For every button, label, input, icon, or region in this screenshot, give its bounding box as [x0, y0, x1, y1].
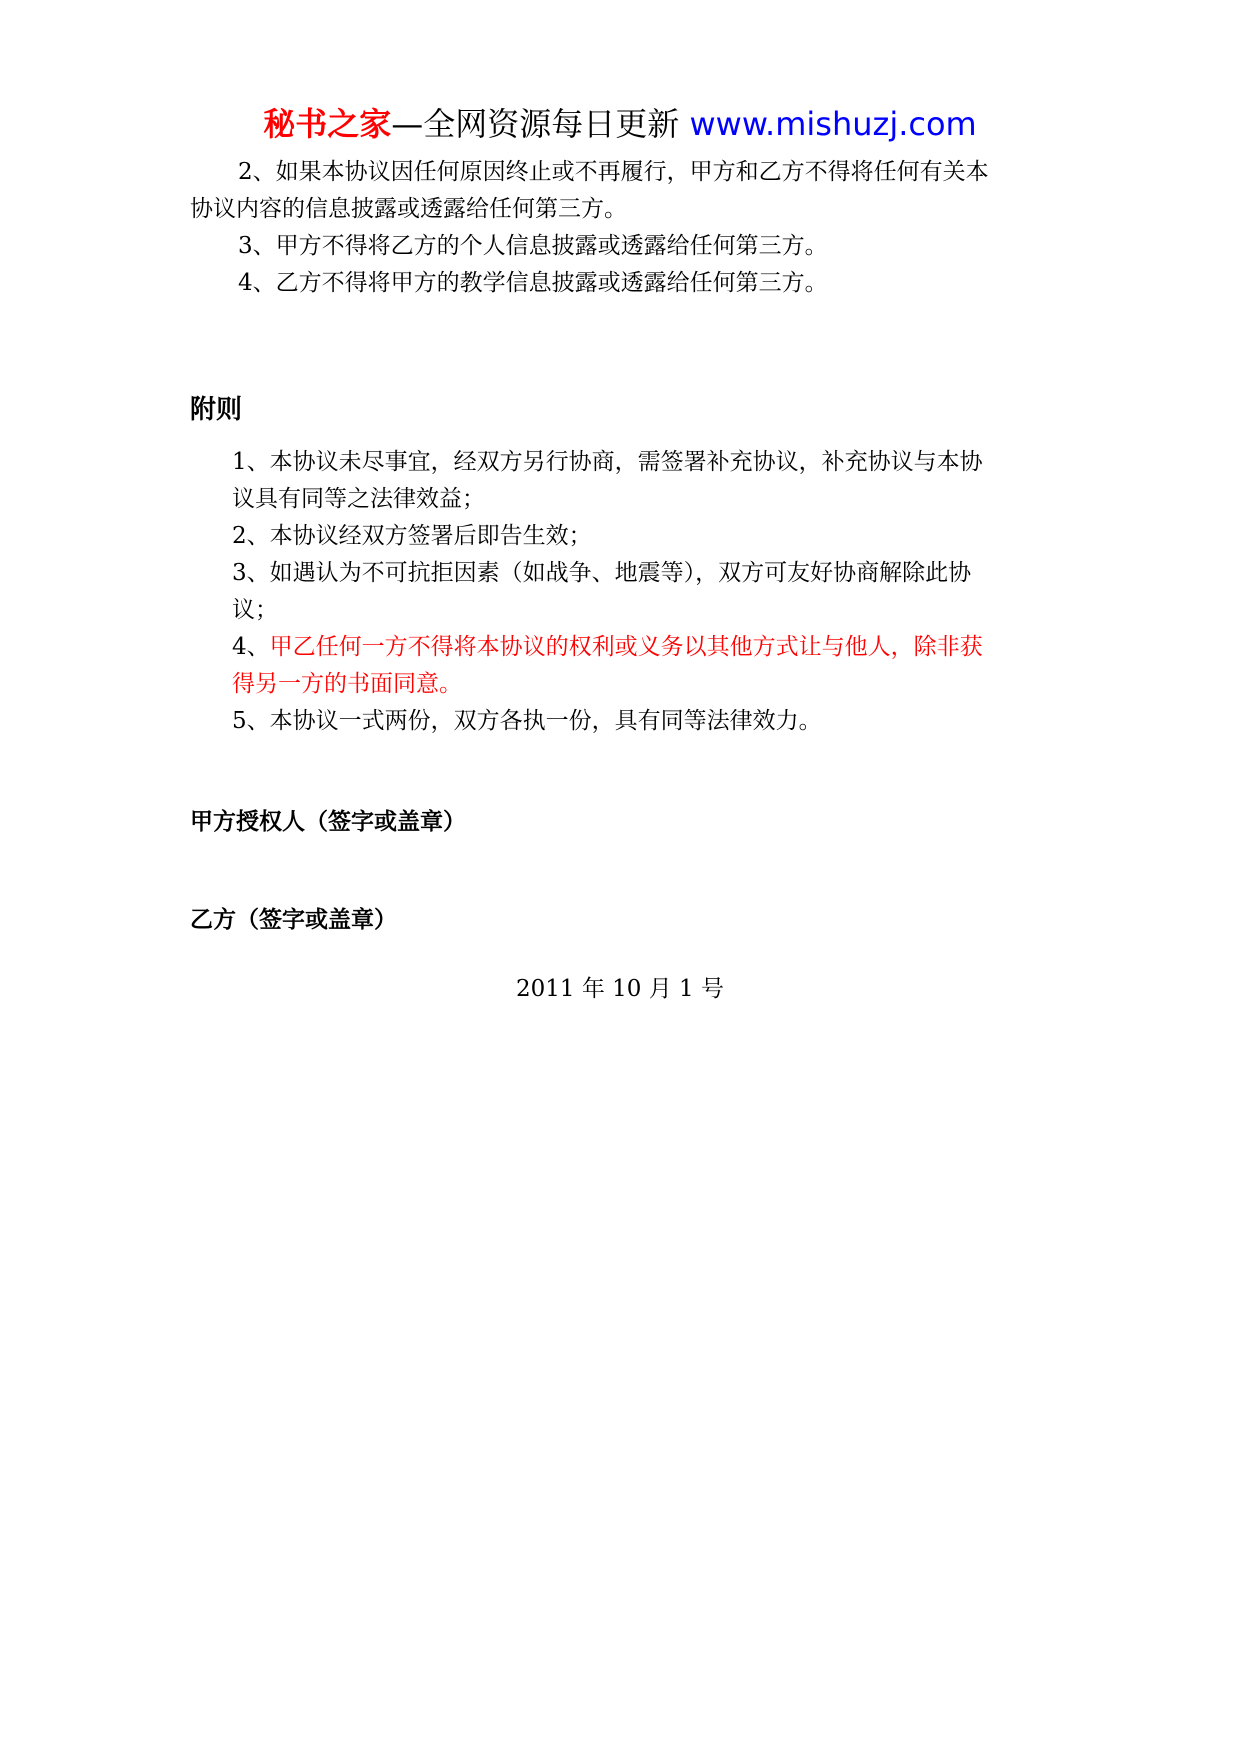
confidentiality-item-3: 3、甲方不得将乙方的个人信息披露或透露给任何第三方。 — [238, 233, 828, 259]
appendix-item-1-line2: 议具有同等之法律效益； — [232, 486, 485, 512]
page-header — [0, 102, 1240, 146]
party-b-signature-label: 乙方（签字或盖章） — [190, 907, 397, 933]
appendix-item-2: 2、本协议经双方签署后即告生效； — [232, 523, 592, 549]
appendix-item-4-number: 4、 — [232, 634, 270, 660]
appendix-heading: 附则 — [190, 395, 243, 425]
appendix-item-1-line1: 1、本协议未尽事宜，经双方另行协商，需签署补充协议，补充协议与本协 — [232, 449, 983, 475]
appendix-item-5: 5、本协议一式两份，双方各执一份，具有同等法律效力。 — [232, 708, 822, 734]
party-a-signature-label: 甲方授权人（签字或盖章） — [190, 809, 466, 835]
confidentiality-item-2-line1: 2、如果本协议因任何原因终止或不再履行，甲方和乙方不得将任何有关本 — [238, 159, 989, 185]
confidentiality-item-4: 4、乙方不得将甲方的教学信息披露或透露给任何第三方。 — [238, 270, 828, 296]
appendix-item-4-line1 — [232, 629, 983, 666]
header-slogan: —全网资源每日更新 — [391, 105, 690, 143]
appendix-item-4-highlight: 甲乙任何一方不得将本协议的权利或义务以其他方式让与他人，除非获 — [269, 634, 983, 660]
appendix-item-3-line1: 3、如遇认为不可抗拒因素（如战争、地震等），双方可友好协商解除此协 — [232, 560, 972, 586]
appendix-item-4-line2: 得另一方的书面同意。 — [232, 671, 462, 697]
signature-date: 2011 年 10 月 1 号 — [516, 976, 724, 1002]
appendix-item-3-line2: 议； — [232, 597, 278, 623]
header-brand: 秘书之家 — [263, 105, 392, 143]
confidentiality-item-2-line2: 协议内容的信息披露或透露给任何第三方。 — [190, 196, 627, 222]
header-url-link[interactable]: www.mishuzj.com — [689, 105, 977, 143]
